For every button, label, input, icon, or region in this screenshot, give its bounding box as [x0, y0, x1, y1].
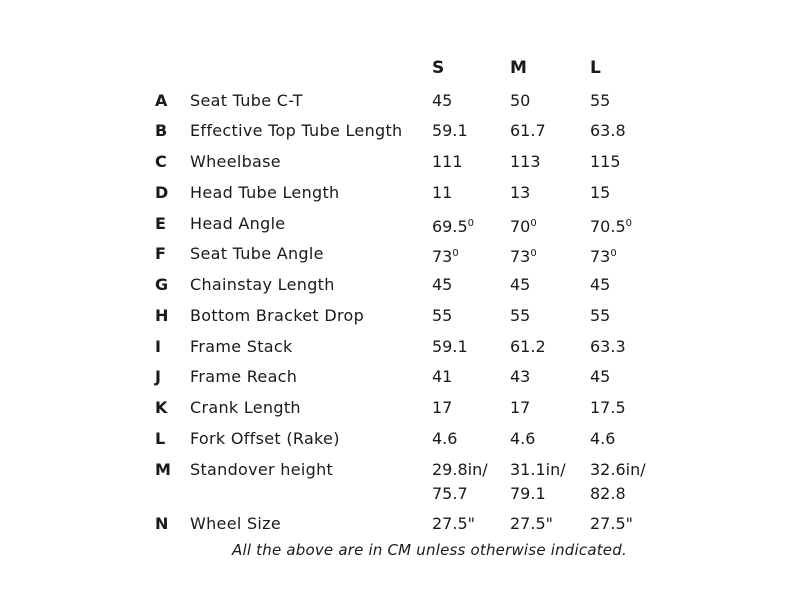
row-letter: D	[155, 183, 169, 202]
value-m: 55	[510, 306, 531, 325]
units-footnote: All the above are in CM unless otherwise indicated.	[232, 541, 627, 559]
value-m: $70^0$	[510, 217, 537, 236]
row-letter: N	[155, 514, 169, 533]
value-l: 45	[590, 367, 611, 386]
row-letter: K	[155, 398, 168, 417]
value-s: 59.1	[432, 337, 468, 356]
degree-mark: 0	[530, 218, 537, 229]
value-m: 31.1in/	[510, 460, 566, 479]
row-label: Seat Tube Angle	[190, 244, 324, 263]
row-label: Frame Stack	[190, 337, 293, 356]
row-letter: I	[155, 337, 161, 356]
row-letter: E	[155, 214, 166, 233]
value-m: 113	[510, 152, 541, 171]
value-m: 13	[510, 183, 531, 202]
value-l: 63.3	[590, 337, 626, 356]
value-s: 11	[432, 183, 453, 202]
row-label: Frame Reach	[190, 367, 298, 386]
size-header-m: M	[510, 58, 527, 78]
value-l: 63.8	[590, 121, 626, 140]
value-l: 27.5"	[590, 514, 633, 533]
value-m: 50	[510, 91, 531, 110]
row-letter: J	[155, 367, 161, 386]
value-m: 61.7	[510, 121, 546, 140]
value-l: 45	[590, 275, 611, 294]
value-l: 17.5	[590, 398, 626, 417]
value-s: 45	[432, 91, 453, 110]
value-l: $73^0$	[590, 247, 617, 266]
row-letter: G	[155, 275, 169, 294]
degree-mark: 0	[452, 248, 459, 259]
value-l: 82.8	[590, 484, 626, 503]
size-header-s: S	[432, 58, 445, 78]
degree-mark: 0	[625, 218, 632, 229]
value-s: 17	[432, 398, 453, 417]
row-letter: M	[155, 460, 171, 479]
value-s: 111	[432, 152, 463, 171]
value-s: 59.1	[432, 121, 468, 140]
row-letter: L	[155, 429, 166, 448]
value-s: 27.5"	[432, 514, 475, 533]
value-m: 43	[510, 367, 531, 386]
value-m: 61.2	[510, 337, 546, 356]
value-m: 4.6	[510, 429, 536, 448]
size-header-l: L	[590, 58, 601, 78]
row-label: Wheel Size	[190, 514, 282, 533]
row-label: Standover height	[190, 460, 334, 479]
value-m: 45	[510, 275, 531, 294]
degree-mark: 0	[467, 218, 474, 229]
row-label: Head Tube Length	[190, 183, 340, 202]
value-m: 17	[510, 398, 531, 417]
value-s: 55	[432, 306, 453, 325]
value-s: 45	[432, 275, 453, 294]
value-l: 32.6in/	[590, 460, 646, 479]
value-l: 15	[590, 183, 611, 202]
degree-mark: 0	[610, 248, 617, 259]
value-s: 69.5$^0$	[432, 217, 474, 236]
row-letter: F	[155, 244, 166, 263]
value-l: 55	[590, 91, 611, 110]
row-label: Wheelbase	[190, 152, 281, 171]
row-letter: B	[155, 121, 168, 140]
row-label: Bottom Bracket Drop	[190, 306, 365, 325]
value-s: 4.6	[432, 429, 458, 448]
value-s: $73^0$	[432, 247, 459, 266]
row-label: Seat Tube C-T	[190, 91, 303, 110]
value-l: 115	[590, 152, 621, 171]
value-s: 75.7	[432, 484, 468, 503]
row-label: Crank Length	[190, 398, 301, 417]
row-label: Chainstay Length	[190, 275, 335, 294]
value-s: 41	[432, 367, 453, 386]
degree-mark: 0	[530, 248, 537, 259]
value-l: 70.5$^0$	[590, 217, 632, 236]
row-letter: A	[155, 91, 168, 110]
value-m: 27.5"	[510, 514, 553, 533]
row-label: Head Angle	[190, 214, 286, 233]
value-l: 55	[590, 306, 611, 325]
value-s: 29.8in/	[432, 460, 488, 479]
row-label: Effective Top Tube Length	[190, 121, 403, 140]
value-m: $73^0$	[510, 247, 537, 266]
value-l: 4.6	[590, 429, 616, 448]
value-m: 79.1	[510, 484, 546, 503]
row-letter: C	[155, 152, 167, 171]
row-letter: H	[155, 306, 169, 325]
row-label: Fork Offset (Rake)	[190, 429, 340, 448]
